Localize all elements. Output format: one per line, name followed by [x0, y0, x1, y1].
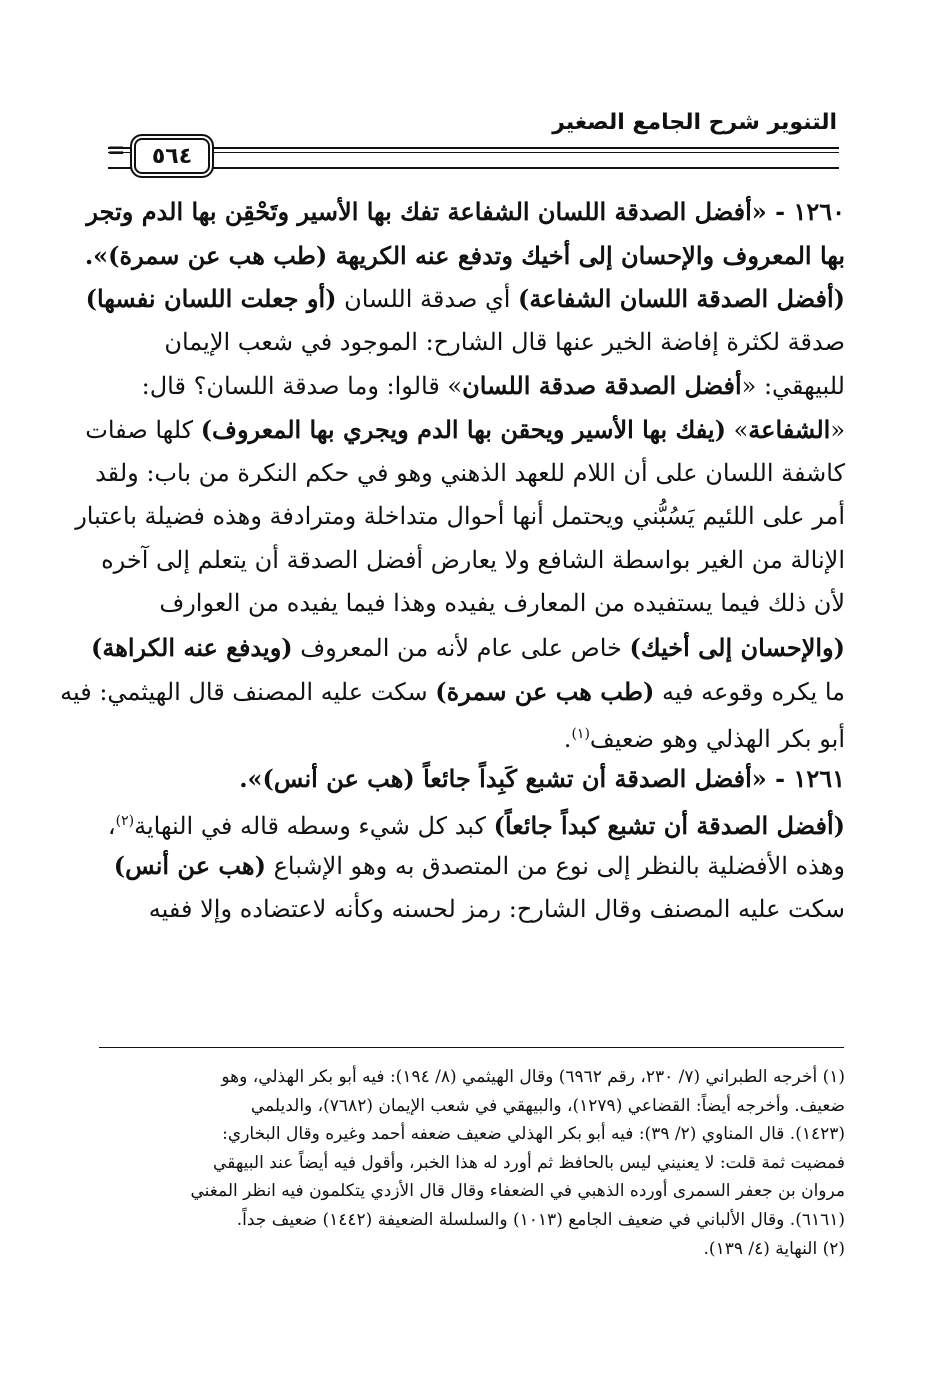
text-segment: ،: [107, 812, 116, 841]
text-segment: (أفضل الصدقة أن تشبع كبداً جائعاً): [493, 811, 845, 841]
text-line: [95, 452, 845, 496]
footnote-line: (١٤٢٣). قال المناوي (٢/ ٣٩): فيه أبو بكر الهذلي ضعيف ضعفه أحمد وغيره وقال البخاري:: [222, 1124, 845, 1145]
text-segment: وهذه الأفضلية بالنظر إلى نوع من المتصدق به وهو الإشباع: [265, 851, 845, 880]
text-segment: (أفضل الصدقة اللسان الشفاعة): [518, 284, 845, 314]
text-segment: (يفك بها الأسير ويحقن بها الدم ويجري بها المعروف): [200, 414, 726, 444]
page-number-badge: [130, 134, 214, 178]
text-segment: سكت عليه المصنف قال الهيثمي: فيه: [60, 677, 436, 706]
text-segment: »: [725, 415, 749, 444]
text-segment: ما يكره وقوعه فيه: [654, 677, 845, 706]
text-segment: الشفاعة: [748, 414, 831, 444]
text-line: [75, 495, 845, 539]
page-number-mark: =: [107, 138, 126, 163]
text-line: [103, 888, 845, 932]
footnotes: [105, 1063, 845, 1263]
text-line: [103, 364, 845, 408]
header-rule-bottom: [108, 167, 839, 169]
text-segment: (طب هب عن سمرة): [435, 676, 655, 706]
footnote-line: فمضيت ثمة قلت: لا يعنيني ليس بالحافظ ثم أورد له هذا الخبر، وأقول فيه أيضاً عند البيهقي: [213, 1152, 845, 1173]
text-line: [103, 582, 845, 626]
text-line: [84, 234, 845, 278]
text-line: [103, 757, 845, 801]
text-segment: أي صدقة اللسان: [336, 285, 519, 314]
text-segment: «: [830, 415, 845, 444]
text-segment: ١٢٦٠ - «أفضل الصدقة اللسان الشفاعة تفك بها الأسير وتَحْقِن بها الدم وتجر: [86, 197, 845, 226]
text-segment: كلها صفات: [85, 415, 201, 444]
header-rule-top: [108, 147, 839, 149]
text-segment: .: [563, 725, 572, 754]
text-segment: صدقة لكثرة إفاضة الخير عنها قال الشارح: الموجود في شعب الإيمان: [164, 327, 845, 356]
text-segment: كاشفة اللسان على أن اللام للعهد الذهني وهو في حكم النكرة من باب: ولقد: [95, 458, 845, 487]
text-segment: خاص على عام لأنه من المعروف: [292, 633, 630, 662]
text-segment: ١٢٦١ - «أفضل الصدقة أن تشبع كَبِداً جائعاً (هب عن أنس)».: [239, 763, 845, 793]
text-line: [103, 800, 845, 844]
text-segment: لأن ذلك فيما يستفيده من المعارف يفيده وهذا فيما يفيده من العوارف: [159, 589, 845, 618]
text-line: [91, 626, 845, 670]
footnote-line: (١) أخرجه الطبراني (٧/ ٢٣٠، رقم ٦٩٦٢) وقال الهيثمي (٨/ ١٩٤): فيه أبو بكر الهذلي، وهو: [221, 1067, 845, 1087]
text-line: [86, 190, 845, 234]
text-segment: » قالوا: وما صدقة اللسان؟ قال:: [141, 372, 463, 401]
footnote-line: (٦١٦١). وقال الألباني في ضعيف الجامع (١٠١٣) والسلسلة الضعيفة (١٤٤٢) ضعيف جداً.: [236, 1209, 845, 1230]
footnote-separator: [99, 1047, 844, 1048]
text-segment: (هب عن أنس): [113, 850, 266, 880]
text-segment: أمر على اللئيم يَسُبُّني ويحتمل أنها أحوال متداخلة ومترادفة وهذه فضيلة باعتبار: [75, 502, 845, 531]
text-segment: بها المعروف والإحسان إلى أخيك وتدفع عنه الكريهة (طب هب عن سمرة)».: [84, 240, 845, 270]
running-header-title: التنوير شرح الجامع الصغير: [552, 110, 837, 135]
main-text: [60, 190, 845, 931]
text-segment: (والإحسان إلى أخيك): [629, 632, 845, 662]
text-segment: (أو جعلت اللسان نفسها): [85, 284, 337, 314]
footnote-line: ضعيف. وأخرجه أيضاً: القضاعي (١٢٧٩)، والبيهقي في شعب الإيمان (٧٦٨٢)، والديلمي: [250, 1095, 845, 1116]
text-line: [85, 408, 845, 452]
header-rule-middle: [108, 152, 839, 153]
text-line: [60, 670, 845, 714]
text-segment: للبيهقي: «: [741, 372, 845, 401]
page-number: ٥٦٤: [151, 143, 193, 169]
text-line: [103, 844, 845, 888]
footnote-line: (٢) النهاية (٤/ ١٣٩).: [703, 1238, 845, 1259]
text-segment: أبو بكر الهذلي وهو ضعيف: [589, 725, 845, 754]
text-segment: أفضل الصدقة صدقة اللسان: [462, 371, 742, 401]
text-line: [103, 713, 845, 757]
text-segment: سكت عليه المصنف وقال الشارح: رمز لحسنه وكأنه لاعتضاده وإلا ففيه: [148, 894, 845, 923]
text-segment: الإنالة من الغير بواسطة الشافع ولا يعارض أفضل الصدقة أن يتعلم إلى آخره: [101, 545, 845, 574]
footnote-reference: (١): [571, 726, 590, 743]
text-line: [85, 277, 845, 321]
footnote-line: مروان بن جعفر السمرى أورده الذهبي في الضعفاء وقال قال الأزدي يتكلمون فيه انظر المغني: [190, 1181, 845, 1202]
text-line: [103, 321, 845, 365]
text-segment: كبد كل شيء وسطه قاله في النهاية: [134, 812, 494, 841]
footnote-reference: (٢): [115, 813, 135, 830]
text-segment: (ويدفع عنه الكراهة): [91, 632, 293, 662]
text-line: [103, 539, 845, 583]
